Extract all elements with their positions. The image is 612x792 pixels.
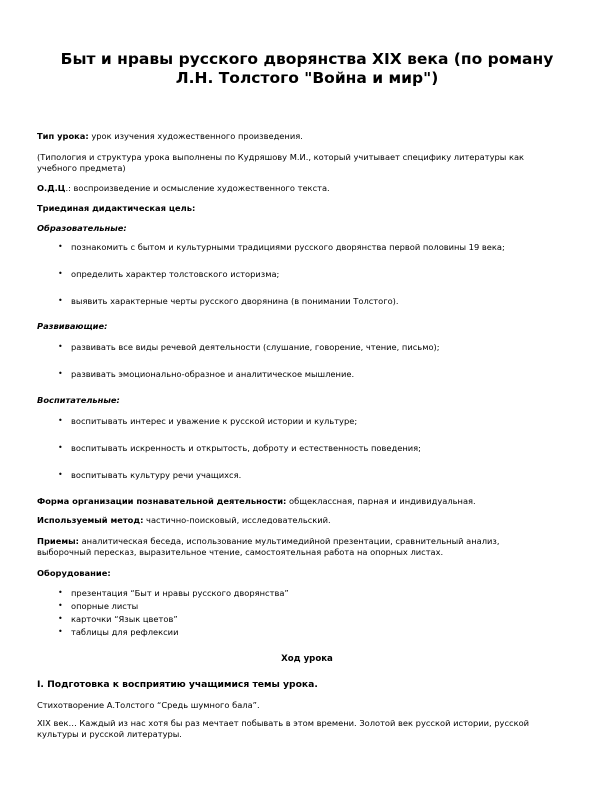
upbringing-heading: Воспитательные: xyxy=(37,395,120,405)
techniques-line-1: аналитическая беседа, использование мультимедийной презентации, сравнительный анализ, xyxy=(78,536,500,546)
stage-one-heading: I. Подготовка к восприятию учащимися темы урока. xyxy=(37,679,318,690)
method-value: частично-поисковый, исследовательский. xyxy=(143,515,331,525)
developing-item: развивать эмоционально-образное и аналитическое мышление. xyxy=(71,369,355,379)
educational-heading: Образовательные: xyxy=(37,223,127,233)
bullet-icon: • xyxy=(58,296,63,305)
triune-goal-heading: Триединая дидактическая цель: xyxy=(37,203,196,213)
bullet-icon: • xyxy=(58,416,63,425)
bullet-icon: • xyxy=(58,470,63,479)
century-paragraph xyxy=(37,718,567,739)
typology-line-1: (Типология и структура урока выполнены по Кудряшову М.И., который учитывает специфику литературы как xyxy=(37,152,525,162)
activity-form-value: общеклассная, парная и индивидуальная. xyxy=(286,496,476,506)
activity-form xyxy=(37,496,567,507)
educational-item: выявить характерные черты русского дворянина (в понимании Толстого). xyxy=(71,296,399,306)
typology-line-2: учебного предмета) xyxy=(37,162,126,173)
developing-item: развивать все виды речевой деятельности (слушание, говорение, чтение, письмо); xyxy=(71,342,440,352)
poem-line: Стихотворение А.Толстого “Средь шумного бала”. xyxy=(37,700,260,710)
title-line-1: Быт и нравы русского дворянства XIX века (по роману xyxy=(60,50,554,68)
equipment-item: таблицы для рефлексии xyxy=(71,627,179,637)
bullet-icon: • xyxy=(58,614,63,623)
bullet-icon: • xyxy=(58,443,63,452)
title-line-2: Л.Н. Толстого "Война и мир") xyxy=(175,69,439,87)
lesson-type-label: Тип урока: xyxy=(37,131,89,141)
bullet-icon: • xyxy=(58,242,63,251)
odc-label: О.Д.Ц xyxy=(37,183,66,193)
century-line-2: культуры и русской литературы. xyxy=(37,728,182,739)
equipment-item: карточки “Язык цветов” xyxy=(71,614,178,624)
bullet-icon: • xyxy=(58,601,63,610)
method-label: Используемый метод: xyxy=(37,515,144,525)
bullet-icon: • xyxy=(58,269,63,278)
upbringing-item: воспитывать интерес и уважение к русской истории и культуре; xyxy=(71,416,358,426)
upbringing-item: воспитывать искренность и открытость, доброту и естественность поведения; xyxy=(71,443,421,453)
century-line-1: XIX век… Каждый из нас хотя бы раз мечтает побывать в этом времени. Золотой век русской истории, русской xyxy=(37,718,530,728)
bullet-icon: • xyxy=(58,342,63,351)
techniques-label: Приемы: xyxy=(37,536,79,546)
upbringing-item: воспитывать культуру речи учащихся. xyxy=(71,470,242,480)
lesson-type-value: урок изучения художественного произведения. xyxy=(88,131,303,141)
bullet-icon: • xyxy=(58,627,63,636)
activity-form-label: Форма организации познавательной деятельности: xyxy=(37,496,287,506)
odc-value: .: воспроизведение и осмысление художественного текста. xyxy=(65,183,330,193)
techniques-line-2: выборочный пересказ, выразительное чтение, самостоятельная работа на опорных листах. xyxy=(37,546,444,557)
lesson-progress-heading: Ход урока xyxy=(281,654,333,664)
odc xyxy=(37,183,567,194)
bullet-icon: • xyxy=(58,369,63,378)
techniques xyxy=(37,536,567,557)
document-title xyxy=(37,50,577,88)
method xyxy=(37,515,567,526)
lesson-type xyxy=(37,131,567,142)
bullet-icon: • xyxy=(58,588,63,597)
equipment-item: презентация “Быт и нравы русского дворянства” xyxy=(71,588,289,598)
typology-note xyxy=(37,152,567,173)
educational-item: определить характер толстовского историзма; xyxy=(71,269,280,279)
developing-heading: Развивающие: xyxy=(37,321,108,331)
equipment-item: опорные листы xyxy=(71,601,139,611)
educational-item: познакомить с бытом и культурными традициями русского дворянства первой половины 19 века; xyxy=(71,242,505,252)
equipment-heading: Оборудование: xyxy=(37,568,111,578)
